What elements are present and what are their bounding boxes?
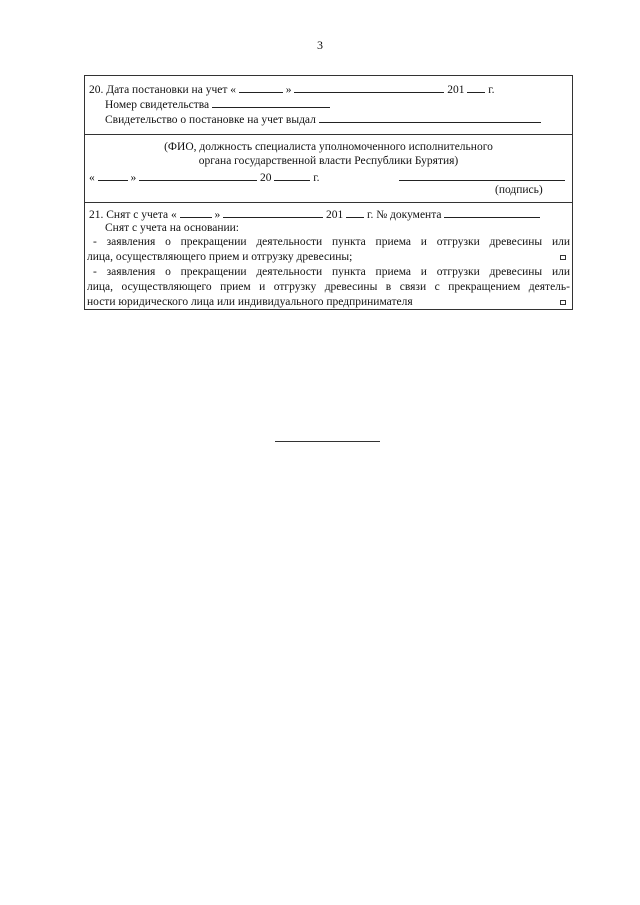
cert-issued-label: Свидетельство о постановке на учет выдал [105,114,316,126]
deregistration-mid: » [214,209,221,221]
signature-field[interactable] [399,170,565,181]
official-year-field[interactable] [274,170,310,181]
page-number: 3 [317,38,323,52]
deregistration-year-prefix: 201 [326,209,344,221]
registration-date-row [89,82,495,97]
official-year-prefix: 20 [260,172,272,184]
official-month-field[interactable] [139,170,257,181]
registration-date-mid: » [285,84,292,96]
registration-month-field[interactable] [294,82,444,93]
registration-form-box [84,75,573,310]
official-year-suffix: г. [313,172,320,184]
deregistration-month-field[interactable] [223,207,323,218]
deregistration-day-field[interactable] [180,207,212,218]
official-date-row [89,170,320,185]
registration-year-suffix: г. [488,84,495,96]
deregistration-year-field[interactable] [346,207,364,218]
reason1-line1: - заявления о прекращении деятельности пункта приема и отгрузки древесины или [93,236,570,248]
registration-year-field[interactable] [467,82,485,93]
cert-number-label: Номер свидетельства [105,99,210,111]
reason2-line3: ности юридического лица или индивидуального предпринимателя [87,296,413,308]
reason2-line2: лица, осуществляющего прием и отгрузку древесины в связи с прекращением деятель- [87,281,570,293]
official-date-close: » [130,172,137,184]
official-day-field[interactable] [98,170,128,181]
official-name-line [85,134,572,135]
deregistration-doc-field[interactable] [444,207,540,218]
signature-row [399,170,565,185]
official-date-open: « [89,172,95,184]
signature-caption: (подпись) [495,184,543,196]
registration-day-field[interactable] [239,82,283,93]
reason2-checkbox[interactable] [560,300,566,305]
reason1-checkbox[interactable] [560,255,566,260]
official-caption-line2: органа государственной власти Республики Бурятия) [198,155,459,167]
registration-date-label: 20. Дата постановки на учет « [89,84,236,96]
reason2-line1: - заявления о прекращении деятельности пункта приема и отгрузки древесины или [93,266,570,278]
official-caption-line1: (ФИО, должность специалиста уполномоченного исполнительного [164,141,493,153]
cert-number-row [105,97,330,112]
cert-issued-row [105,112,541,127]
deregistration-doc-label: г. № документа [367,209,442,221]
deregistration-basis-label: Снят с учета на основании: [105,222,239,234]
cert-number-field[interactable] [212,97,330,108]
registration-year-prefix: 201 [447,84,465,96]
reason1-line2: лица, осуществляющего прием и отгрузку древесины; [87,251,353,263]
deregistration-row [89,207,540,222]
section-divider [85,202,572,203]
end-of-document-rule [275,441,380,442]
deregistration-label: 21. Снят с учета « [89,209,177,221]
cert-issued-field[interactable] [319,112,541,123]
